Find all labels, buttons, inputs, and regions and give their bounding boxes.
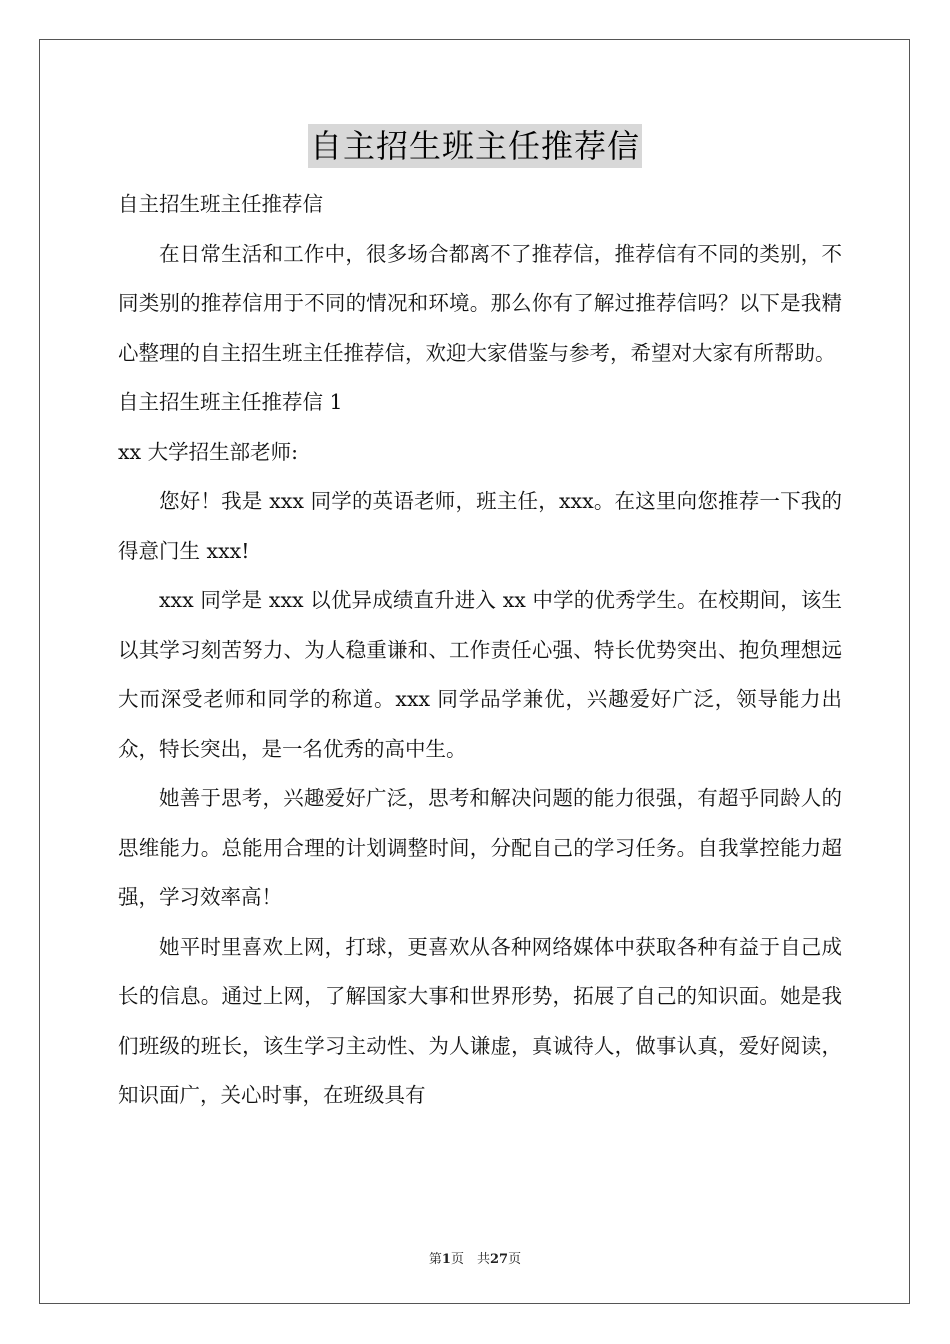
body-paragraph: 您好！我是 xxx 同学的英语老师，班主任，xxx。在这里向您推荐一下我的得意门生 xxx! (118, 489, 842, 563)
section-heading: 自主招生班主任推荐信 1 (118, 390, 343, 414)
body-paragraph: xxx 同学是 xxx 以优异成绩直升进入 xx 中学的优秀学生。在校期间，该生以其学习刻苦努力、为人稳重谦和、工作责任心强、特长优势突出、抱负理想远大而深受老师和同学的称道。xxx 同学品学兼优，兴趣爱好广泛，领导能力出众，特长突出，是一名优秀的高中生。 (118, 588, 842, 761)
page-suffix: 页 (508, 1252, 522, 1267)
document-subtitle: 自主招生班主任推荐信 (118, 192, 323, 216)
current-page-number: 1 (441, 1252, 451, 1267)
document-title: 自主招生班主任推荐信 (308, 124, 642, 168)
total-page-number: 27 (489, 1252, 509, 1267)
page-footer (0, 1248, 950, 1267)
body-paragraph: 她善于思考，兴趣爱好广泛，思考和解决问题的能力很强，有超乎同龄人的思维能力。总能用合理的计划调整时间，分配自己的学习任务。自我掌控能力超强，学习效率高！ (118, 786, 842, 909)
intro-paragraph: 在日常生活和工作中，很多场合都离不了推荐信，推荐信有不同的类别，不同类别的推荐信用于不同的情况和环境。那么你有了解过推荐信吗？以下是我精心整理的自主招生班主任推荐信，欢迎大家借鉴与参考，希望对大家有所帮助。 (118, 241, 842, 365)
salutation: xx 大学招生部老师: (118, 439, 299, 464)
document-body (118, 180, 842, 1121)
body-paragraph: 她平时里喜欢上网，打球，更喜欢从各种网络媒体中获取各种有益于自己成长的信息。通过上网，了解国家大事和世界形势，拓展了自己的知识面。她是我们班级的班长，该生学习主动性、为人谦虚，真诚待人，做事认真，爱好阅读，知识面广，关心时事，在班级具有 (118, 934, 842, 1107)
page-mid: 页 共 (450, 1252, 490, 1267)
title-container (0, 124, 950, 168)
page-prefix: 第 (428, 1252, 442, 1267)
